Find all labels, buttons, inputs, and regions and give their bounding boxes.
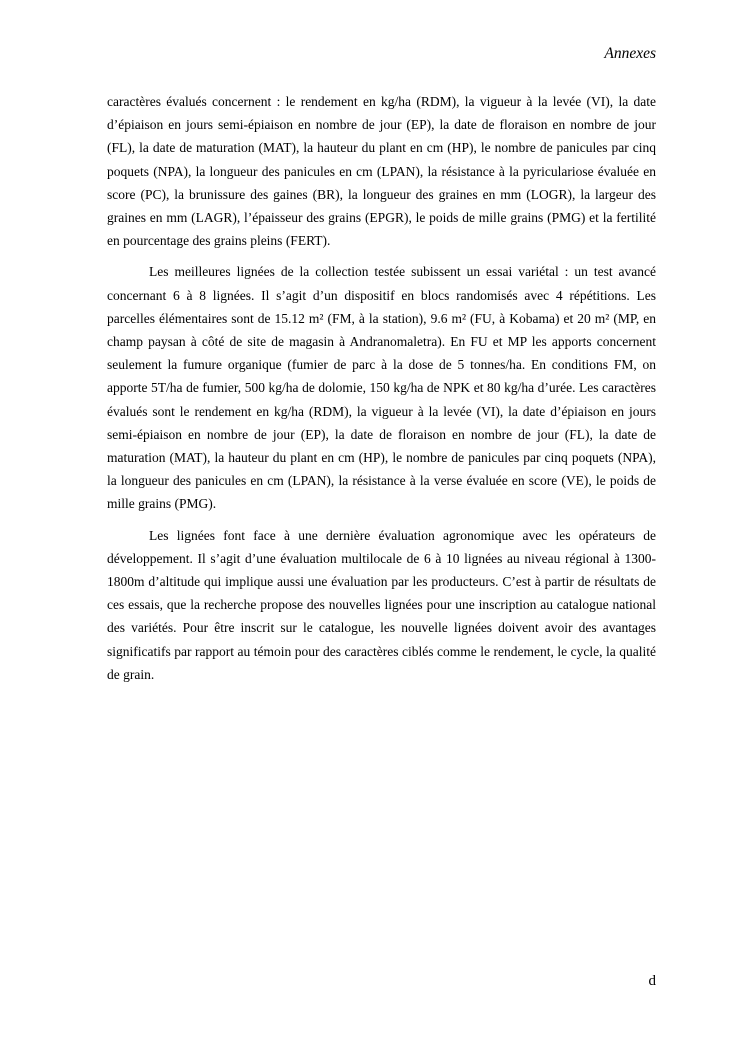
running-header-title: Annexes xyxy=(604,45,656,62)
paragraph-varietal-trial: Les meilleures lignées de la collection testée subissent un essai variétal : un test avancé concernant 6 à 8 lignées. Il s’agit d’un dispositif en blocs randomisés avec 4 répétitions. Les parcelles élémentaires sont de 15.12 m² (FM, à la station), 9.6 m² (FU, à Kobama) et 20 m² (MP, en champ paysan à côté de site de magasin à Andranomaletra). En FU et MP les apports concernent seulement la fumure organique (fumier de parc à la dose de 5 tonnes/ha. En conditions FM, on apporte 5T/ha de fumier, 500 kg/ha de dolomie, 150 kg/ha de NPK et 80 kg/ha d’urée. Les caractères évalués sont le rendement en kg/ha (RDM), la vigueur à la levée (VI), la date d’épiaison en jours semi-épiaison en nombre de jour (EP), la date de floraison en nombre de jour (FL), la date de maturation (MAT), la hauteur du plant en cm (HP), le nombre de panicules par cinq poquets (NPA), la longueur des panicules en cm (LPAN), la résistance à la verse évaluée en score (VE), le poids de mille grains (PMG). xyxy=(107,264,656,512)
body-text xyxy=(107,90,656,694)
paragraph-final-evaluation: Les lignées font face à une dernière évaluation agronomique avec les opérateurs de développement. Il s’agit d’une évaluation multilocale de 6 à 10 lignées au niveau régional à 1300-1800m d’altitude qui implique aussi une évaluation par les producteurs. C’est à partir de résultats de ces essais, que la recherche propose des nouvelles lignées pour une inscription au catalogue national des variétés. Pour être inscrit sur le catalogue, les nouvelle lignées doivent avoir des avantages significatifs par rapport au témoin pour des caractères ciblés comme le rendement, le cycle, la qualité de grain. xyxy=(107,527,656,682)
page-number: d xyxy=(648,973,656,989)
paragraph-evaluated-traits-continuation: caractères évalués concernent : le rendement en kg/ha (RDM), la vigueur à la levée (VI), la date d’épiaison en jours semi-épiaison en nombre de jour (EP), la date de floraison en nombre de jour (FL), la date de maturation (MAT), la hauteur du plant en cm (HP), le nombre de panicules par cinq poquets (NPA), la longueur des panicules en cm (LPAN), la résistance à la pyriculariose évaluée en score (PC), la brunissure des gaines (BR), la longueur des graines en mm (LOGR), la largeur des graines en mm (LAGR), l’épaisseur des grains (EPGR), le poids de mille grains (PMG) et la fertilité en pourcentage des grains pleins (FERT). xyxy=(107,94,656,249)
